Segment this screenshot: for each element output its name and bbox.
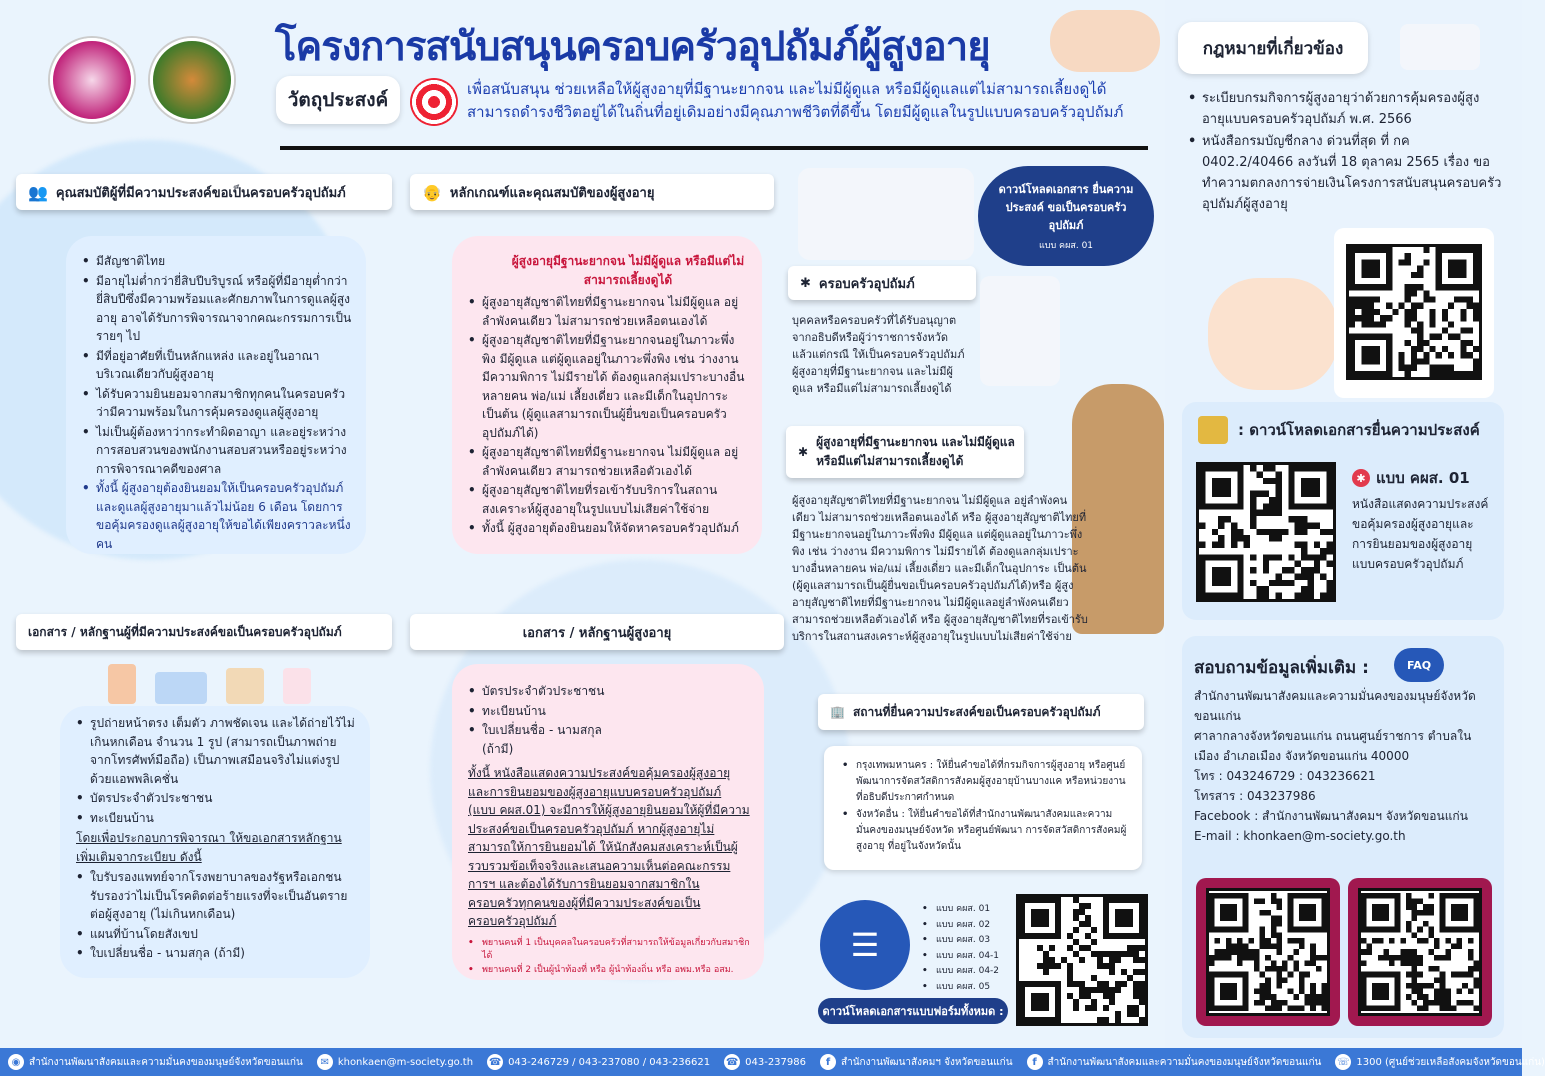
list-item: • ได้รับความยินยอมจากสมาชิกทุกคนในครอบครัวว่ามีความพร้อมในการคุ้มครองดูแลผู้สูงอายุ — [82, 385, 352, 422]
list-item-note: • ทั้งนี้ ผู้สูงอายุต้องยินยอมให้เป็นครอบครัวอุปถัมภ์และดูแลผู้สูงอายุมาแล้วไม่น้อย 6 เดือน โดยการขอคุ้มครองดูแลผู้สูงอายุให้ขอได้เพียงคราวละหนึ่งคน — [82, 479, 352, 553]
list-item: • หนังสือกรมบัญชีกลาง ด่วนที่สุด ที่ กค 0402.2/40466 ลงวันที่ 18 ตุลาคม 2565 เรื่อง ขอทำความตกลงการจ่ายเงินโครงการสนับสนุนครอบครัวอุปถัมภ์ผู้สูงอายุ — [1188, 131, 1502, 215]
list-item: • ทะเบียนบ้าน — [76, 809, 356, 828]
asterisk-icon: ✱ — [800, 275, 811, 291]
facebook-qr-frame — [1348, 878, 1492, 1026]
line-qr-code[interactable] — [1206, 888, 1330, 1016]
form-link[interactable]: • แบบ คผส. 03 — [922, 933, 999, 948]
line-qr-frame — [1196, 878, 1340, 1026]
list-item: • ไม่เป็นผู้ต้องหาว่ากระทำผิดอาญา และอยู่ระหว่างการสอบสวนของพนักงานสอบสวนหรืออยู่ระหว่างการพิจารณาคดีของศาล — [82, 423, 352, 479]
list-item: • ทั้งนี้ ผู้สูงอายุต้องยินยอมให้จัดหาครอบครัวอุปถัมภ์ — [468, 519, 748, 538]
documents-icons — [108, 664, 328, 706]
list-item: • มีสัญชาติไทย — [82, 252, 352, 271]
contact-tel: โทร : 043246729 : 043236621 — [1194, 769, 1376, 783]
province-logo — [150, 38, 234, 122]
list-item: • บัตรประจำตัวประชาชน — [468, 682, 618, 701]
contact-title: สอบถามข้อมูลเพิ่มเติม : — [1194, 658, 1369, 678]
objective-label: วัตถุประสงค์ — [276, 76, 400, 124]
elder-qual-card — [452, 236, 762, 554]
list-item: • ผู้สูงอายุสัญชาติไทยที่มีฐานะยากจนอยู่ในภาวะพึ่งพิง มีผู้ดูแล แต่ผู้ดูแลอยู่ในภาวะพึ่งพิง เช่น ว่างงาน มีความพิการ ไม่มีรายได้ ต้องดูแลกลุ่มเปราะบางอื่นหลายคน พ่อ/แม่ เลี้ยงเดี่ยว และมีเด็กในอุปการะเป็นต้น (ผู้ดูแลสามารถเป็นผู้ยื่นขอเป็นครอบครัวอุปถัมภ์ได้) — [468, 331, 748, 442]
list-item: • ทะเบียนบ้าน — [468, 702, 618, 721]
elderly-couple-icon: 👴 — [422, 182, 442, 202]
download-bubble[interactable]: ดาวน์โหลดเอกสาร ยื่นความประสงค์ ขอเป็นครอบครัวอุปถัมภ์ แบบ คผส. 01 — [978, 166, 1154, 266]
forms-qr-code[interactable] — [1016, 894, 1148, 1026]
elderly-care-illustration — [980, 276, 1060, 386]
elder-docs-card — [452, 664, 764, 980]
law-qr-code[interactable] — [1346, 244, 1482, 380]
download-panel — [1182, 402, 1504, 620]
contact-address: ศาลากลางจังหวัดขอนแก่น ถนนศูนย์ราชการ ตำบลในเมือง อำเภอเมือง จังหวัดขอนแก่น 40000 — [1194, 729, 1472, 763]
apply-place-panel — [824, 746, 1142, 870]
list-item: • ผู้สูงอายุสัญชาติไทยที่มีฐานะยากจน ไม่มีผู้ดูแล อยู่ลำพังคนเดียว ไม่สามารถช่วยเหลือตนเองได้ — [468, 293, 748, 330]
download-form-info: ✱ แบบ คผส. 01 หนังสือแสดงความประสงค์ขอคุ้มครองผู้สูงอายุและการยินยอมของผู้สูงอายุแบบครอบครัวอุปถัมภ์ — [1352, 466, 1492, 574]
page-title: โครงการสนับสนุนครอบครัวอุปถัมภ์ผู้สูงอายุ — [275, 24, 990, 70]
family-docs-header: เอกสาร / หลักฐานผู้ที่มีความประสงค์ขอเป็นครอบครัวอุปถัมภ์ — [16, 614, 392, 650]
extra-docs-label: โดยเพื่อประกอบการพิจารณา ให้ขอเอกสารหลักฐานเพิ่มเติมจากระเบียบ ดังนี้ — [76, 831, 342, 864]
list-item: • ใบเปลี่ยนชื่อ - นามสกุล (ถ้ามี) — [76, 944, 356, 963]
faq-icon: FAQ — [1394, 648, 1444, 682]
list-item: • ใบรับรองแพทย์จากโรงพยาบาลของรัฐหรือเอกชน รับรองว่าไม่เป็นโรคติดต่อร้ายแรงที่จะเป็นอันตรายต่อผู้สูงอายุ (ไม่เกินหกเดือน) — [76, 868, 356, 924]
facebook-icon: f — [1027, 1054, 1043, 1070]
form-link[interactable]: • แบบ คผส. 02 — [922, 918, 999, 933]
form-link[interactable]: • แบบ คผส. 01 — [922, 902, 999, 917]
ministry-icon: ◉ — [8, 1054, 24, 1070]
contact-email[interactable]: E-mail : khonkaen@m-society.go.th — [1194, 829, 1406, 843]
objective-text: เพื่อสนับสนุน ช่วยเหลือให้ผู้สูงอายุที่มีฐานะยากจน และไม่มีผู้ดูแล หรือมีผู้ดูแลแต่ไม่สามารถเลี้ยงดูได้ สามารถดำรงชีวิตอยู่ได้ในถิ่นที่อยู่เดิมอย่างมีคุณภาพชีวิตที่ดีขึ้น โดยมีผู้ดูแลในรูปแบบครอบครัวอุปถัมภ์ — [467, 80, 1124, 121]
elder-docs-note: ทั้งนี้ หนังสือแสดงความประสงค์ขอคุ้มครองผู้สูงอายุและการยินยอมของผู้สูงอายุแบบครอบครัวอุปถัมภ์ (แบบ คผส.01) จะมีการให้ผู้สูงอายุยินยอมให้ผู้ที่มีความประสงค์ขอเป็นครอบครัวอุปถัมภ์ หากผู้สูงอายุไม่สามารถให้การยินยอมได้ ให้นักสังคมสงเคราะห์เป็นผู้รวบรวมข้อเท็จจริงและเสนอความเห็นต่อคณะกรรมการฯ และต้องได้รับการยินยอมจากสมาชิกในครอบครัวทุกคนของผู้ที่มีความประสงค์ขอเป็นครอบครัวอุปถัมภ์ — [468, 766, 750, 928]
facebook-qr-code[interactable] — [1358, 888, 1482, 1016]
forms-list — [922, 902, 999, 995]
facebook-icon: f — [820, 1054, 836, 1070]
caregiver-illustration — [798, 168, 974, 260]
form-link[interactable]: • แบบ คผส. 05 — [922, 980, 999, 995]
asterisk-icon: ✱ — [798, 445, 809, 459]
family-qual-card — [66, 236, 366, 554]
law-header: กฎหมายที่เกี่ยวข้อง — [1178, 22, 1368, 74]
law-qr-frame — [1334, 228, 1494, 398]
checklist-icon: ☰ — [820, 900, 910, 990]
hotline-icon: ☏ — [1335, 1054, 1351, 1070]
def-elder-header: ✱ ผู้สูงอายุที่มีฐานะยากจน และไม่มีผู้ดูแล หรือมีแต่ไม่สามารถเลี้ยงดูได้ — [786, 426, 1024, 478]
list-item: • มีที่อยู่อาศัยที่เป็นหลักแหล่ง และอยู่ในอาณาบริเวณเดียวกับผู้สูงอายุ — [82, 347, 352, 384]
list-item: • ผู้สูงอายุสัญชาติไทยที่มีฐานะยากจน ไม่มีผู้ดูแล อยู่ลำพังคนเดียว สามารถช่วยเหลือตัวเองได้ — [468, 443, 748, 480]
contact-org: สำนักงานพัฒนาสังคมและความมั่นคงของมนุษย์จังหวัดขอนแก่น — [1194, 689, 1476, 723]
download-all-forms-label: ดาวน์โหลดเอกสารแบบฟอร์มทั้งหมด : — [818, 998, 1008, 1024]
def-family-text: บุคคลหรือครอบครัวที่ได้รับอนุญาตจากอธิบดีหรือผู้ว่าราชการจังหวัด แล้วแต่กรณี ให้เป็นครอบครัวอุปถัมภ์ผู้สูงอายุที่มีฐานะยากจน และไม่มีผู้ดูแล หรือมีแต่ไม่สามารถเลี้ยงดูได้ — [792, 314, 965, 395]
target-icon — [410, 78, 458, 126]
list-item: • บัตรประจำตัวประชาชน — [76, 789, 356, 808]
def-elder-text: ผู้สูงอายุสัญชาติไทยที่มีฐานะยากจน ไม่มีผู้ดูแล อยู่ลำพังคนเดียว ไม่สามารถช่วยเหลือตนเองได้ หรือ ผู้สูงอายุสัญชาติไทยที่มีฐานะยากจนอยู่ในภาวะพึ่งพิง มีผู้ดูแล แต่ผู้ดูแลอยู่ในภาวะพึ่งพิง เช่น ว่างงาน มีความพิการ ไม่มีรายได้ ต้องดูแลกลุ่มเปราะบางอื่นหลายคน พ่อ/แม่ เลี้ยงเดี่ยว และมีเด็กในอุปการะ เป็นต้น (ผู้ดูแลสามารถเป็นผู้ยื่นขอเป็นครอบครัวอุปถัมภ์ได้)หรือ ผู้สูงอายุสัญชาติไทยที่มีฐานะยากจน ไม่มีผู้ดูแลอยู่ลำพังคนเดียว สามารถช่วยเหลือตัวเองได้ หรือ ผู้สูงอายุสัญชาติไทยที่รอเข้ารับบริการในสถานสงเคราะห์ผู้สูงอายุในรูปแบบไม่เสียค่าใช้จ่าย — [792, 494, 1088, 643]
witness-item: • พยานคนที่ 2 เป็นผู้นำท้องที่ หรือ ผู้นำท้องถิ่น หรือ อพม.หรือ อสม. — [468, 964, 750, 977]
email-icon: ✉ — [317, 1054, 333, 1070]
list-item: • รูปถ่ายหน้าตรง เต็มตัว ภาพชัดเจน และได้ถ่ายไว้ไม่เกินหกเดือน จำนวน 1 รูป (สามารถเป็นภาพถ่ายจากโทรศัพท์มือถือ) เป็นภาพเสมือนจริงไม่แต่งรูปด้วยแอพพลิเคชั่น — [76, 714, 356, 788]
list-item: • ผู้สูงอายุสัญชาติไทยที่รอเข้ารับบริการในสถานสงเคราะห์ผู้สูงอายุในรูปแบบไม่เสียค่าใช้จ่าย — [468, 481, 748, 518]
download-title: : ดาวน์โหลดเอกสารยื่นความประสงค์ — [1238, 421, 1480, 439]
list-item: • แผนที่บ้านโดยสังเขป — [76, 925, 356, 944]
building-icon: 🏢 — [830, 705, 845, 719]
def-family-header: ✱ ครอบครัวอุปถัมภ์ — [788, 266, 976, 300]
footer-bar: ◉ สำนักงานพัฒนาสังคมและความมั่นคงของมนุษย์จังหวัดขอนแก่น ✉ khonkaen@m-society.go.th ☎ 043-246729 / 043-237080 / 043-236621 ☎ 043-237986 f สำนักงานพัฒนาสังคมฯ จังหวัดขอนแก่น f สำนักงานพัฒนาสังคมและความมั่นคงของมนุษย์จังหวัดขอนแก่น ☏ 1300 (ศูนย์ช่วยเหลือสังคมจังหวัดขอนแก่น) — [0, 1048, 1522, 1076]
fax-icon: ☎ — [724, 1054, 740, 1070]
apply-place-header: 🏢 สถานที่ยื่นความประสงค์ขอเป็นครอบครัวอุปถัมภ์ — [818, 694, 1144, 730]
contact-facebook[interactable]: Facebook : สำนักงานพัฒนาสังคมฯ จังหวัดขอนแก่น — [1194, 809, 1468, 823]
asterisk-icon: ✱ — [1352, 469, 1370, 487]
list-item: • จังหวัดอื่น : ให้ยื่นคำขอได้ที่สำนักงานพัฒนาสังคมและความมั่นคงของมนุษย์จังหวัด หรือศูนย์พัฒนา การจัดสวัสดิการสังคมผู้สูงอายุ ที่อยู่ในจังหวัดนั้น — [842, 807, 1132, 855]
header-divider — [280, 146, 1148, 150]
family-qual-header: 👥 คุณสมบัติผู้ที่มีความประสงค์ขอเป็นครอบครัวอุปถัมภ์ — [16, 174, 392, 210]
elder-docs-header: เอกสาร / หลักฐานผู้สูงอายุ — [410, 614, 784, 650]
elderly-family-illustration — [1050, 10, 1160, 72]
gavel-document-icon — [1400, 24, 1480, 70]
elder-qual-subtitle: ผู้สูงอายุมีฐานะยากจน ไม่มีผู้ดูแล หรือมีแต่ไม่สามารถเลี้ยงดูได้ — [511, 254, 745, 287]
witness-item: • พยานคนที่ 1 เป็นบุคคลในครอบครัวที่สามารถให้ข้อมูลเกี่ยวกับสมาชิกได้ — [468, 937, 750, 963]
law-list — [1188, 88, 1502, 216]
elderly-pointing-illustration — [1208, 278, 1338, 390]
list-item: • กรุงเทพมหานคร : ให้ยื่นคำขอได้ที่กรมกิจการผู้สูงอายุ หรือศูนย์พัฒนาการจัดสวัสดิการสังคมผู้สูงอายุบ้านบางแค หรือหน่วยงานที่อธิบดีประกาศกำหนด — [842, 758, 1132, 806]
folder-download-icon — [1198, 416, 1228, 444]
download-form-desc: หนังสือแสดงความประสงค์ขอคุ้มครองผู้สูงอายุและการยินยอมของผู้สูงอายุแบบครอบครัวอุปถัมภ์ — [1352, 497, 1489, 571]
phone-icon: ☎ — [487, 1054, 503, 1070]
form-link[interactable]: • แบบ คผส. 04-1 — [922, 949, 999, 964]
list-item: • ใบเปลี่ยนชื่อ - นามสกุล (ถ้ามี) — [468, 721, 618, 758]
list-item: • ระเบียบกรมกิจการผู้สูงอายุว่าด้วยการคุ้มครองผู้สูงอายุแบบครอบครัวอุปถัมภ์ พ.ศ. 2566 — [1188, 88, 1502, 130]
family-docs-card — [60, 706, 370, 978]
contact-details — [1194, 686, 1494, 846]
elder-qual-header: 👴 หลักเกณฑ์และคุณสมบัติของผู้สูงอายุ — [410, 174, 774, 210]
download-qr-code[interactable] — [1196, 462, 1336, 602]
ministry-logo — [50, 38, 134, 122]
list-item: • มีอายุไม่ต่ำกว่ายี่สิบปีบริบูรณ์ หรือผู้ที่มีอายุต่ำกว่ายี่สิบปีซึ่งมีความพร้อมและศักยภาพในการดูแลผู้สูงอายุ อาจได้รับการพิจารณาจากคณะกรรมการเป็นรายๆ ไป — [82, 272, 352, 346]
contact-fax: โทรสาร : 043237986 — [1194, 789, 1316, 803]
form-link[interactable]: • แบบ คผส. 04-2 — [922, 964, 999, 979]
contact-panel — [1182, 636, 1504, 1038]
people-icon: 👥 — [28, 182, 48, 202]
